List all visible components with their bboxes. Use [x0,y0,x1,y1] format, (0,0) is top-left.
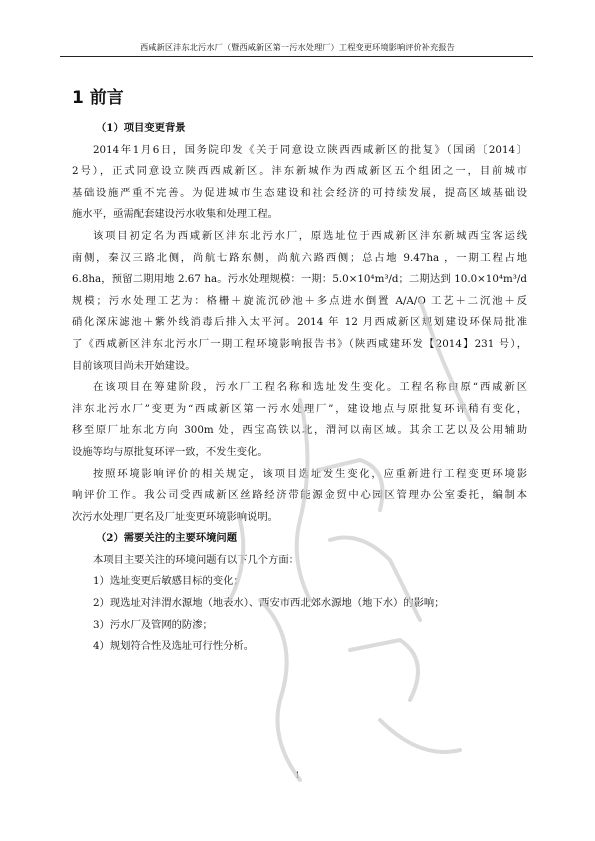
subsection-title-issues: （2）需要关注的主要环境问题 [96,532,238,545]
p5-line-1: 本项目主要关注的环境问题有以下几个方面： [93,553,299,566]
p2-line-3: 6.8ha，预留二期用地 2.67 ha。污水处理规模：一期：5.0×10⁴m³/d；二期达到 10.0×10⁴m³/d [72,273,527,286]
p4-line-1: 按照环境影响评价的相关规定，该项目选址发生变化，应重新进行工程变更环境影 [93,467,527,480]
p2-line-6: 了《西咸新区沣东北污水厂一期工程环境影响报告书》（陕西咸建环发【2014】231 号）， [72,337,527,350]
paragraph-1 [72,140,527,226]
p3-line-2: 沣东北污水厂”变更为“西咸新区第一污水处理厂”，建设地点与原批复环评稍有变化， [72,402,527,415]
p1-line-2: 2号），正式同意设立陕西西咸新区。沣东新城作为西咸新区五个组团之一，目前城市 [72,165,527,178]
section-title: 前言 [89,88,124,108]
p1-line-1: 2014年1月6日，国务院印发《关于同意设立陕西西咸新区的批复》（国函〔2014〕 [93,143,527,156]
p2-line-4: 规模；污水处理工艺为：格栅＋旋流沉砂池＋多点进水倒置 A/A/O 工艺＋二沉池＋反 [72,294,527,307]
running-header: 西咸新区沣东北污水厂（暨西咸新区第一污水处理厂）工程变更环境影响评价补充报告 [140,42,455,52]
section-number: 1 [72,88,84,108]
issue-list [72,571,527,657]
subsection-title-background: （1）项目变更背景 [96,122,186,134]
p2-line-1: 该项目初定名为西咸新区沣东北污水厂，原选址位于西咸新区沣东新城西宝客运线 [93,229,527,242]
p2-line-2: 南侧，秦汉三路北侧，尚航七路东侧，尚航六路西侧；总占地 9.47ha ，一期工程占地 [72,251,527,264]
p1-line-4: 施水平，亟需配套建设污水收集和处理工程。 [72,208,278,221]
list-item: 1）选址变更后敏感目标的变化； [93,575,244,588]
page-number: 1 [294,771,301,780]
p4-line-2: 响评价工作。我公司受西咸新区丝路经济带能源金贸中心园区管理办公室委托，编制本 [72,489,527,502]
section-heading [72,83,124,108]
p3-line-4: 设施等均与原批复环评一致，不发生变化。 [72,445,268,458]
p4-line-3: 次污水处理厂更名及厂址变更环境影响说明。 [72,510,278,523]
header-rule [60,56,533,57]
paragraph-4 [72,464,527,529]
paragraph-2 [72,226,527,377]
p3-line-3: 移至原厂址东北方向 300m 处，西宝高铁以北，渭河以南区域。其余工艺以及公用辅助 [72,424,527,437]
paragraph-3 [72,377,527,463]
p2-line-7: 目前该项目尚未开始建设。 [72,359,196,372]
list-item: 2）现选址对沣渭水源地（地表水）、西安市西北郊水源地（地下水）的影响； [93,597,445,610]
list-item: 4）规划符合性及选址可行性分析。 [93,640,255,653]
list-item: 3）污水厂及管网的防渗； [93,618,213,631]
main-body [72,118,527,658]
p3-line-1: 在该项目在筹建阶段，污水厂工程名称和选址发生变化。工程名称由原“西咸新区 [93,381,527,394]
p1-line-3: 基础设施严重不完善。为促进城市生态建设和社会经济的可持续发展，提高区域基础设 [72,186,527,199]
p2-line-5: 硝化深床滤池＋紫外线消毒后排入太平河。2014 年 12 月西咸新区规划建设环保局批准 [72,316,527,329]
